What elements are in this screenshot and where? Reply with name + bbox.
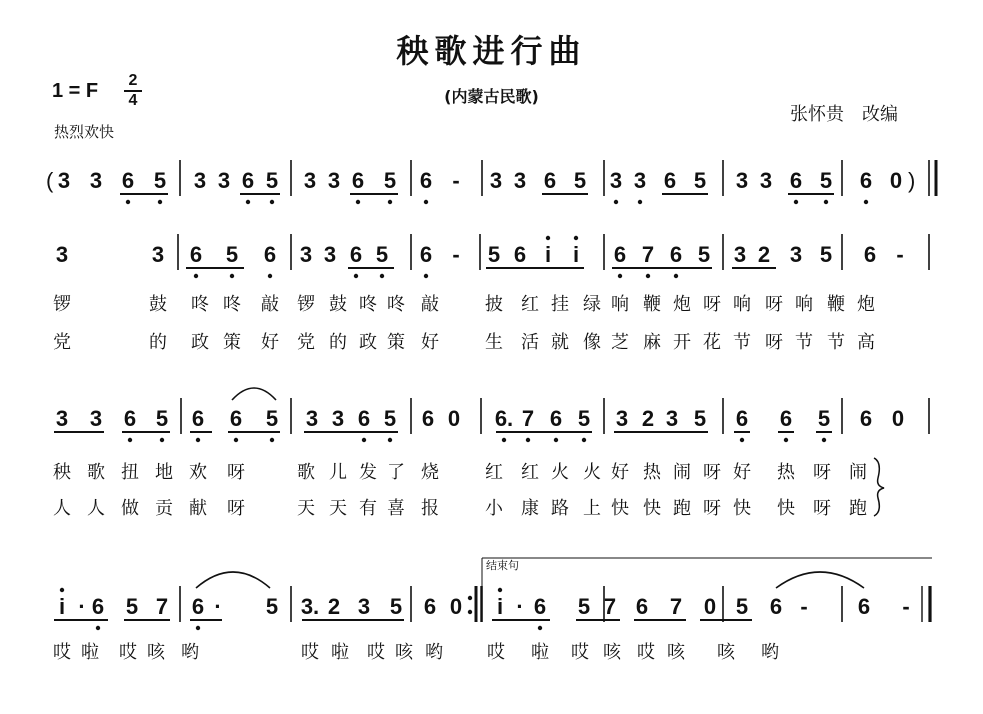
lyric-character: 花 [703, 332, 721, 353]
note: 5 [389, 594, 403, 619]
lyric-character: 哟 [425, 642, 443, 663]
lyric-character: 人 [53, 498, 71, 519]
note: 5 [265, 168, 279, 193]
note: 3 [735, 168, 749, 193]
note: 6 [863, 242, 877, 267]
lyric-character: 节 [733, 332, 751, 353]
note: · [516, 594, 524, 619]
note: · [214, 594, 222, 619]
lyric-character: 小 [485, 498, 503, 519]
note: 5 [487, 242, 501, 267]
note: 3 [55, 406, 69, 431]
lyric-character: 跑 [673, 498, 691, 519]
note: 6 [549, 406, 563, 431]
note: 3 [299, 242, 313, 267]
note: 5 [225, 242, 239, 267]
note: 3 [357, 594, 371, 619]
lyric-character: 鞭 [643, 294, 661, 315]
lyric-character: 响 [611, 294, 629, 315]
lyric-character: 策 [223, 332, 241, 353]
note: 3 [733, 242, 747, 267]
lyric-character: 快 [733, 498, 751, 519]
lyric-character: 儿 [329, 462, 347, 483]
note: 5 [153, 168, 167, 193]
lyric-character: 歌 [87, 462, 105, 483]
note: 5 [819, 242, 833, 267]
note: 5 [693, 406, 707, 431]
lyric-character: 快 [643, 498, 661, 519]
note: 6 [121, 168, 135, 193]
note: 6 [191, 594, 205, 619]
key-signature: 1 = F [52, 80, 99, 102]
note: 6 [533, 594, 547, 619]
note: 6 [419, 242, 433, 267]
note: 7 [603, 594, 617, 619]
note: 2 [757, 242, 771, 267]
note: 5 [155, 406, 169, 431]
note: 6 [351, 168, 365, 193]
lyric-character: 挂 [551, 294, 569, 315]
note: 3 [665, 406, 679, 431]
lyric-character: 敲 [421, 294, 439, 315]
lyric-character: 呀 [813, 498, 831, 519]
lyric-character: 的 [149, 332, 167, 353]
note: 3 [759, 168, 773, 193]
note: - [452, 168, 460, 193]
lyric-character: 歌 [297, 462, 315, 483]
note: 5 [817, 406, 831, 431]
note: 5 [819, 168, 833, 193]
lyric-character: 秧 [53, 462, 71, 483]
lyric-character: 哎 [301, 642, 319, 663]
time-signature-bottom: 4 [128, 92, 138, 109]
lyric-character: 像 [583, 332, 601, 353]
note: 6 [349, 242, 363, 267]
note: 6 [423, 594, 437, 619]
lyric-character: 披 [485, 294, 503, 315]
note: 6 [663, 168, 677, 193]
lyric-character: 咚 [223, 294, 241, 315]
note: 6 [857, 594, 871, 619]
lyric-character: 闹 [849, 462, 867, 483]
lyric-character: 咳 [147, 642, 165, 663]
note: 0 [889, 168, 903, 193]
note: 5 [735, 594, 749, 619]
note: 5 [577, 594, 591, 619]
lyric-character: 哟 [181, 642, 199, 663]
lyric-character: 呀 [703, 498, 721, 519]
lyric-character: 贡 [155, 498, 173, 519]
lyric-character: 鼓 [149, 294, 167, 315]
lyric-character: 呀 [765, 294, 783, 315]
note: 3 [789, 242, 803, 267]
lyric-character: 锣 [53, 294, 71, 315]
lyric-character: 上 [583, 498, 601, 519]
lyric-character: 康 [521, 498, 539, 519]
lyric-character: 路 [551, 498, 569, 519]
lyric-character: 呀 [227, 498, 245, 519]
note: 3 [193, 168, 207, 193]
note: i [496, 594, 504, 619]
note: 6 [263, 242, 277, 267]
lyric-character: 红 [521, 462, 539, 483]
lyric-character: 咚 [387, 294, 405, 315]
note: 5 [265, 594, 279, 619]
lyric-character: 呀 [227, 462, 245, 483]
lyric-character: 哎 [53, 642, 71, 663]
lyric-character: 哎 [487, 642, 505, 663]
lyric-character: 党 [297, 332, 315, 353]
note: - [902, 594, 910, 619]
note: 7 [155, 594, 169, 619]
note: 3 [305, 406, 319, 431]
arranger-name: 张怀贵 [790, 104, 844, 125]
lyric-character: 咚 [191, 294, 209, 315]
lyric-character: 高 [857, 332, 875, 353]
lyric-character: 咳 [395, 642, 413, 663]
lyric-character: 就 [551, 332, 569, 353]
lyric-character: 红 [485, 462, 503, 483]
lyric-character: 鼓 [329, 294, 347, 315]
note: 6 [123, 406, 137, 431]
lyric-character: 哟 [761, 642, 779, 663]
note: 6 [859, 168, 873, 193]
note: i [572, 242, 580, 267]
lyric-character: 做 [121, 498, 139, 519]
note: 6 [669, 242, 683, 267]
lyric-character: 好 [421, 332, 439, 353]
note: 3. [300, 594, 320, 619]
note: 6 [513, 242, 527, 267]
note: - [452, 242, 460, 267]
lyric-character: 有 [359, 498, 377, 519]
note: 3 [151, 242, 165, 267]
lyric-character: 跑 [849, 498, 867, 519]
lyric-character: 地 [155, 462, 173, 483]
note: 5 [383, 168, 397, 193]
lyric-character: 喜 [387, 498, 405, 519]
lyric-character: 鞭 [827, 294, 845, 315]
lyric-character: 党 [53, 332, 71, 353]
note: 6 [543, 168, 557, 193]
lyric-character: 策 [387, 332, 405, 353]
note: 3 [609, 168, 623, 193]
note: 6 [191, 406, 205, 431]
note: 3 [217, 168, 231, 193]
note: 6 [789, 168, 803, 193]
lyric-character: 咚 [359, 294, 377, 315]
note: 5 [693, 168, 707, 193]
lyric-character: 天 [329, 498, 347, 519]
lyric-character: 报 [421, 498, 439, 519]
note: 3 [513, 168, 527, 193]
note: 3 [89, 168, 103, 193]
note: 7 [521, 406, 535, 431]
lyric-character: 呀 [813, 462, 831, 483]
note: 6 [241, 168, 255, 193]
lyric-character: 活 [521, 332, 539, 353]
tempo-marking: 热烈欢快 [54, 123, 115, 141]
lyric-character: 快 [611, 498, 629, 519]
note: 6 [357, 406, 371, 431]
lyric-character: 快 [777, 498, 795, 519]
intro-open-paren: ( [46, 168, 54, 193]
ending-label: 结束句 [486, 559, 519, 572]
note: 6. [494, 406, 514, 431]
lyric-character: 哎 [119, 642, 137, 663]
note: 0 [891, 406, 905, 431]
lyric-character: 哎 [637, 642, 655, 663]
lyric-character: 哎 [571, 642, 589, 663]
song-title: 秧歌进行曲 [396, 32, 587, 70]
lyric-character: 火 [551, 462, 569, 483]
note: 2 [641, 406, 655, 431]
note: 6 [91, 594, 105, 619]
note: 3 [331, 406, 345, 431]
note: 6 [613, 242, 627, 267]
note: 3 [57, 168, 71, 193]
note: 6 [735, 406, 749, 431]
note: - [896, 242, 904, 267]
lyric-character: 的 [329, 332, 347, 353]
lyric-character: 好 [261, 332, 279, 353]
note: - [800, 594, 808, 619]
lyric-character: 火 [583, 462, 601, 483]
lyric-character: 欢 [189, 462, 207, 483]
note: 3 [323, 242, 337, 267]
lyric-character: 好 [733, 462, 751, 483]
note: 3 [633, 168, 647, 193]
lyric-character: 哎 [367, 642, 385, 663]
lyric-character: 呀 [703, 462, 721, 483]
note: 3 [89, 406, 103, 431]
lyric-character: 咳 [667, 642, 685, 663]
note: 6 [229, 406, 243, 431]
lyric-character: 开 [673, 332, 691, 353]
note: 0 [447, 406, 461, 431]
lyric-character: 发 [359, 462, 377, 483]
note: 0 [449, 594, 463, 619]
note: 5 [265, 406, 279, 431]
note: 3 [489, 168, 503, 193]
lyric-character: 献 [189, 498, 207, 519]
note: 2 [327, 594, 341, 619]
lyric-character: 咳 [717, 642, 735, 663]
lyric-character: 政 [191, 332, 209, 353]
song-origin: (内蒙古民歌) [444, 87, 539, 106]
lyric-character: 热 [777, 462, 795, 483]
note: 6 [189, 242, 203, 267]
arranger-role: 改编 [862, 104, 898, 125]
note: 3 [327, 168, 341, 193]
note: 3 [303, 168, 317, 193]
lyric-character: 好 [611, 462, 629, 483]
note: i [58, 594, 66, 619]
note: 0 [703, 594, 717, 619]
lyric-character: 扭 [121, 462, 139, 483]
lyric-character: 锣 [297, 294, 315, 315]
lyric-character: 生 [485, 332, 503, 353]
note: 7 [669, 594, 683, 619]
note: 6 [421, 406, 435, 431]
lyric-character: 啦 [81, 642, 99, 663]
lyric-character: 烧 [421, 462, 439, 483]
note: 3 [55, 242, 69, 267]
lyric-character: 呀 [765, 332, 783, 353]
note: 5 [375, 242, 389, 267]
lyric-character: 节 [795, 332, 813, 353]
lyric-character: 绿 [583, 294, 601, 315]
lyric-character: 呀 [703, 294, 721, 315]
lyric-character: 节 [827, 332, 845, 353]
intro-close-paren: ) [908, 168, 916, 193]
lyric-character: 人 [87, 498, 105, 519]
lyric-character: 麻 [643, 332, 661, 353]
note: i [544, 242, 552, 267]
note: 5 [697, 242, 711, 267]
note: 6 [635, 594, 649, 619]
note: 3 [615, 406, 629, 431]
time-signature-top: 2 [128, 72, 138, 89]
note: 5 [125, 594, 139, 619]
lyric-character: 闹 [673, 462, 691, 483]
lyric-character: 热 [643, 462, 661, 483]
lyric-character: 啦 [531, 642, 549, 663]
lyric-character: 芝 [611, 332, 629, 353]
note: 7 [641, 242, 655, 267]
note: 5 [573, 168, 587, 193]
lyric-character: 了 [387, 462, 405, 483]
lyric-character: 炮 [857, 294, 875, 315]
lyric-character: 啦 [331, 642, 349, 663]
note: 6 [419, 168, 433, 193]
lyric-character: 政 [359, 332, 377, 353]
lyric-character: 咳 [603, 642, 621, 663]
note: 6 [859, 406, 873, 431]
note: 5 [383, 406, 397, 431]
note: 6 [769, 594, 783, 619]
lyric-character: 炮 [673, 294, 691, 315]
note: · [78, 594, 86, 619]
note: 6 [779, 406, 793, 431]
note: 5 [577, 406, 591, 431]
lyric-character: 响 [795, 294, 813, 315]
lyric-character: 天 [297, 498, 315, 519]
lyric-character: 敲 [261, 294, 279, 315]
lyric-character: 响 [733, 294, 751, 315]
lyric-character: 红 [521, 294, 539, 315]
